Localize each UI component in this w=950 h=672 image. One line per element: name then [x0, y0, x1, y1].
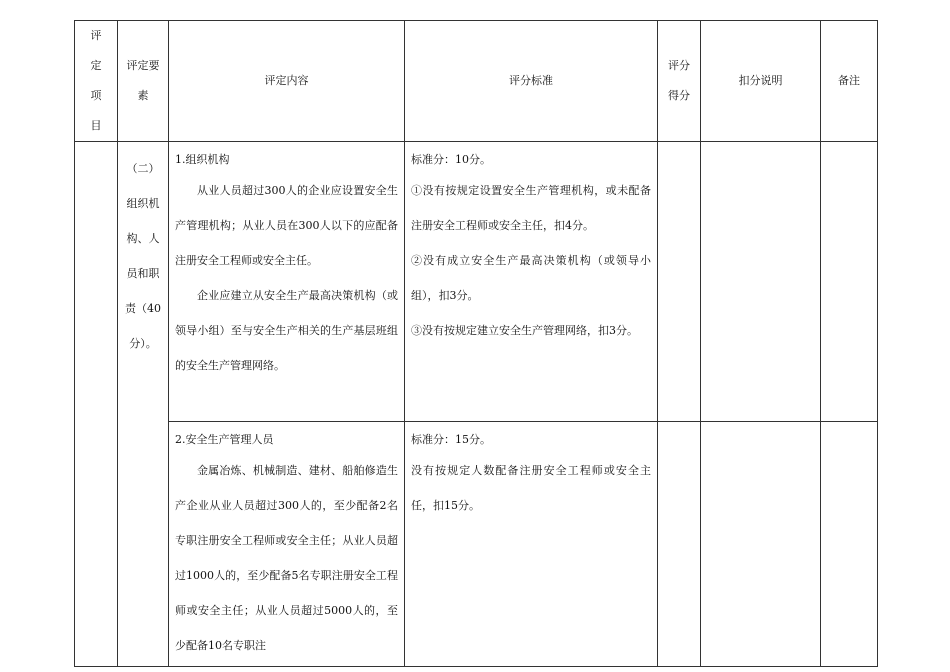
header-item: 评定项目	[75, 21, 118, 142]
header-score: 评分得分	[658, 21, 701, 142]
content-paragraph: 金属冶炼、机械制造、建材、船舶修造生产企业从业人员超过300人的，至少配备2名专职注册安全工程师或安全主任；从业人员超过1000人的，至少配备5名专职注册安全工程师或安全主任；从业人员超过5000人的，至少配备10名专职注	[175, 464, 398, 652]
item-cell	[75, 142, 118, 667]
header-content: 评定内容	[169, 21, 405, 142]
score-cell[interactable]	[658, 422, 701, 667]
criteria-cell	[405, 142, 658, 422]
table-row	[75, 142, 878, 422]
content-title: 2.安全生产管理人员	[175, 433, 274, 446]
evaluation-table	[74, 20, 878, 667]
content-paragraph: 企业应建立从安全生产最高决策机构（或领导小组）至与安全生产相关的生产基层班组的安全生产管理网络。	[175, 289, 398, 372]
content-title: 1.组织机构	[175, 153, 230, 166]
criteria-item: 没有按规定人数配备注册安全工程师或安全主任，扣15分。	[411, 464, 651, 512]
score-cell[interactable]	[658, 142, 701, 422]
criteria-title: 标准分：10分。	[411, 153, 491, 166]
content-cell	[169, 422, 405, 667]
remarks-cell[interactable]	[821, 422, 878, 667]
header-row	[75, 21, 878, 142]
header-remarks: 备注	[821, 21, 878, 142]
deduction-cell[interactable]	[701, 142, 821, 422]
content-paragraph: 从业人员超过300人的企业应设置安全生产管理机构；从业人员在300人以下的应配备注册安全工程师或安全主任。	[175, 184, 398, 267]
table-row	[75, 422, 878, 667]
criteria-item: ①没有按规定设置安全生产管理机构，或未配备注册安全工程师或安全主任，扣4分。	[411, 184, 651, 232]
element-text: （二）组织机构、人员和职责（40分）。	[125, 162, 161, 350]
criteria-cell	[405, 422, 658, 667]
deduction-cell[interactable]	[701, 422, 821, 667]
content-cell	[169, 142, 405, 422]
header-deduction: 扣分说明	[701, 21, 821, 142]
criteria-item: ②没有成立安全生产最高决策机构（或领导小组），扣3分。	[411, 254, 651, 302]
remarks-cell[interactable]	[821, 142, 878, 422]
element-cell	[118, 142, 169, 667]
header-criteria: 评分标准	[405, 21, 658, 142]
criteria-title: 标准分：15分。	[411, 433, 491, 446]
header-element: 评定要素	[118, 21, 169, 142]
criteria-item: ③没有按规定建立安全生产管理网络，扣3分。	[411, 324, 638, 337]
